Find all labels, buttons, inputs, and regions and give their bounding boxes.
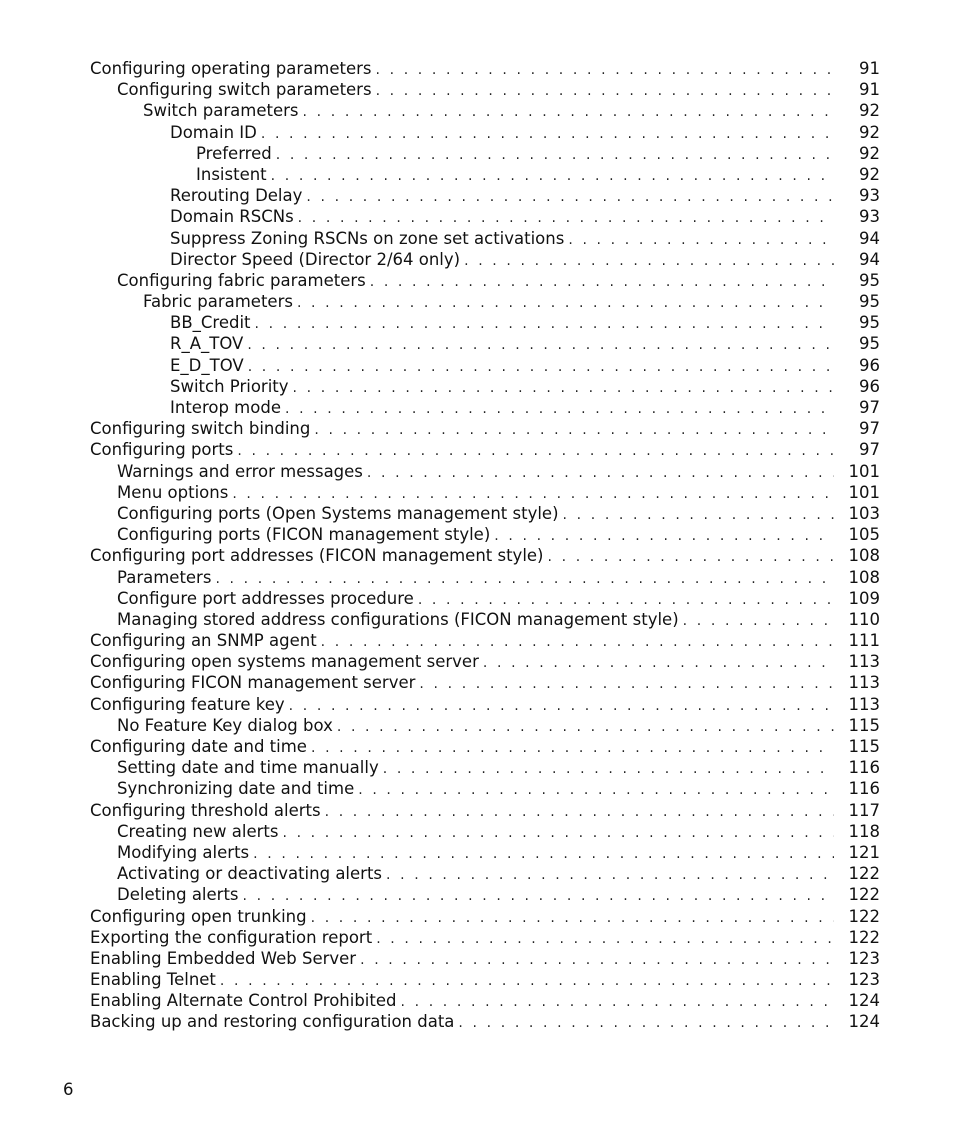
toc-entry-title: Managing stored address configurations (FICON management style) xyxy=(117,609,683,630)
toc-entry-title: Modifying alerts xyxy=(117,842,253,863)
toc-entry-title: Switch parameters xyxy=(143,100,303,121)
toc-entry[interactable] xyxy=(90,969,880,990)
toc-entry[interactable] xyxy=(90,100,880,121)
toc-entry-title: Enabling Alternate Control Prohibited xyxy=(90,990,401,1011)
dot-leader xyxy=(303,102,834,123)
toc-entry-page: 116 xyxy=(834,757,880,778)
toc-entry[interactable] xyxy=(90,333,880,354)
toc-entry-page: 95 xyxy=(834,270,880,291)
toc-entry[interactable] xyxy=(90,355,880,376)
toc-entry-page: 108 xyxy=(834,567,880,588)
toc-entry[interactable] xyxy=(90,545,880,566)
dot-leader xyxy=(358,780,834,801)
toc-entry-page: 103 xyxy=(834,503,880,524)
toc-entry-title: Enabling Telnet xyxy=(90,969,220,990)
toc-entry-page: 96 xyxy=(834,376,880,397)
toc-entry-page: 111 xyxy=(834,630,880,651)
toc-entry[interactable] xyxy=(90,672,880,693)
toc-entry[interactable] xyxy=(90,418,880,439)
toc-entry-page: 94 xyxy=(834,249,880,270)
toc-entry[interactable] xyxy=(90,588,880,609)
dot-leader xyxy=(215,569,834,590)
page-number: 6 xyxy=(63,1080,74,1099)
toc-entry-title: Warnings and error messages xyxy=(117,461,367,482)
dot-leader xyxy=(568,230,834,251)
toc-entry-title: Configuring operating parameters xyxy=(90,58,376,79)
dot-leader xyxy=(370,272,834,293)
toc-entry-page: 123 xyxy=(834,969,880,990)
toc-entry-title: Configuring FICON management server xyxy=(90,672,419,693)
toc-entry[interactable] xyxy=(90,630,880,651)
toc-entry-title: Configuring feature key xyxy=(90,694,289,715)
dot-leader xyxy=(293,378,834,399)
toc-entry-title: Activating or deactivating alerts xyxy=(117,863,386,884)
toc-entry-page: 92 xyxy=(834,122,880,143)
toc-entry-page: 97 xyxy=(834,418,880,439)
dot-leader xyxy=(321,632,834,653)
toc-entry-page: 124 xyxy=(834,1011,880,1032)
toc-entry[interactable] xyxy=(90,948,880,969)
toc-entry-page: 108 xyxy=(834,545,880,566)
toc-entry[interactable] xyxy=(90,524,880,545)
toc-entry[interactable] xyxy=(90,461,880,482)
toc-entry[interactable] xyxy=(90,164,880,185)
dot-leader xyxy=(298,208,834,229)
dot-leader xyxy=(464,251,834,272)
dot-leader xyxy=(255,314,834,335)
toc-entry-page: 121 xyxy=(834,842,880,863)
dot-leader xyxy=(282,823,834,844)
toc-entry-title: Configuring fabric parameters xyxy=(117,270,370,291)
table-of-contents xyxy=(90,58,880,1033)
toc-entry-page: 101 xyxy=(834,482,880,503)
toc-entry-title: Domain ID xyxy=(170,122,261,143)
toc-entry[interactable] xyxy=(90,927,880,948)
toc-entry-page: 124 xyxy=(834,990,880,1011)
toc-entry[interactable] xyxy=(90,609,880,630)
toc-entry[interactable] xyxy=(90,58,880,79)
toc-entry-title: Configuring open trunking xyxy=(90,906,311,927)
toc-entry-title: Rerouting Delay xyxy=(170,185,306,206)
toc-entry-page: 109 xyxy=(834,588,880,609)
toc-entry-page: 95 xyxy=(834,312,880,333)
toc-entry-page: 113 xyxy=(834,651,880,672)
toc-entry-title: Exporting the configuration report xyxy=(90,927,376,948)
dot-leader xyxy=(248,357,834,378)
dot-leader xyxy=(483,653,834,674)
dot-leader xyxy=(548,547,835,568)
dot-leader xyxy=(386,865,834,886)
toc-entry-title: Enabling Embedded Web Server xyxy=(90,948,360,969)
toc-entry-page: 92 xyxy=(834,100,880,121)
dot-leader xyxy=(325,802,834,823)
toc-entry[interactable] xyxy=(90,79,880,100)
toc-entry[interactable] xyxy=(90,990,880,1011)
dot-leader xyxy=(306,187,834,208)
toc-entry-page: 91 xyxy=(834,79,880,100)
toc-entry[interactable] xyxy=(90,270,880,291)
toc-entry[interactable] xyxy=(90,291,880,312)
toc-entry-page: 92 xyxy=(834,143,880,164)
toc-entry[interactable] xyxy=(90,694,880,715)
dot-leader xyxy=(376,929,834,950)
toc-entry-title: Creating new alerts xyxy=(117,821,282,842)
toc-entry[interactable] xyxy=(90,736,880,757)
dot-leader xyxy=(311,738,834,759)
toc-entry[interactable] xyxy=(90,800,880,821)
dot-leader xyxy=(297,293,834,314)
toc-entry[interactable] xyxy=(90,821,880,842)
toc-entry-page: 118 xyxy=(834,821,880,842)
toc-entry-page: 122 xyxy=(834,884,880,905)
dot-leader xyxy=(360,950,834,971)
toc-entry-title: Fabric parameters xyxy=(143,291,297,312)
dot-leader xyxy=(247,335,834,356)
toc-entry-page: 115 xyxy=(834,715,880,736)
toc-entry[interactable] xyxy=(90,715,880,736)
toc-entry[interactable] xyxy=(90,651,880,672)
toc-entry-page: 105 xyxy=(834,524,880,545)
toc-entry[interactable] xyxy=(90,185,880,206)
toc-entry[interactable] xyxy=(90,842,880,863)
dot-leader xyxy=(376,81,834,102)
toc-entry-title: Switch Priority xyxy=(170,376,293,397)
toc-entry[interactable] xyxy=(90,863,880,884)
dot-leader xyxy=(419,674,834,695)
dot-leader xyxy=(253,844,834,865)
toc-entry[interactable] xyxy=(90,439,880,460)
dot-leader xyxy=(458,1013,834,1034)
toc-entry-page: 115 xyxy=(834,736,880,757)
dot-leader xyxy=(243,886,834,907)
toc-entry[interactable] xyxy=(90,778,880,799)
toc-entry[interactable] xyxy=(90,503,880,524)
toc-entry-page: 91 xyxy=(834,58,880,79)
toc-entry-title: Configuring switch parameters xyxy=(117,79,376,100)
toc-entry[interactable] xyxy=(90,757,880,778)
toc-entry-title: Configuring an SNMP agent xyxy=(90,630,321,651)
toc-entry[interactable] xyxy=(90,249,880,270)
dot-leader xyxy=(683,611,834,632)
toc-entry-page: 95 xyxy=(834,333,880,354)
dot-leader xyxy=(376,60,835,81)
toc-entry-title: Configuring switch binding xyxy=(90,418,314,439)
toc-entry-page: 113 xyxy=(834,672,880,693)
dot-leader xyxy=(289,696,834,717)
toc-entry[interactable] xyxy=(90,1011,880,1032)
toc-entry-title: R_A_TOV xyxy=(170,333,247,354)
toc-entry[interactable] xyxy=(90,482,880,503)
toc-entry-title: Interop mode xyxy=(170,397,285,418)
toc-entry[interactable] xyxy=(90,206,880,227)
toc-entry-title: Deleting alerts xyxy=(117,884,243,905)
toc-entry-title: Configuring port addresses (FICON management style) xyxy=(90,545,548,566)
toc-entry[interactable] xyxy=(90,312,880,333)
toc-entry-title: Suppress Zoning RSCNs on zone set activations xyxy=(170,228,568,249)
dot-leader xyxy=(418,590,834,611)
toc-entry[interactable] xyxy=(90,376,880,397)
toc-entry[interactable] xyxy=(90,567,880,588)
toc-entry-page: 101 xyxy=(834,461,880,482)
toc-entry-title: Configuring date and time xyxy=(90,736,311,757)
toc-entry-page: 94 xyxy=(834,228,880,249)
toc-entry[interactable] xyxy=(90,143,880,164)
toc-entry-page: 116 xyxy=(834,778,880,799)
toc-entry-title: Configuring ports xyxy=(90,439,237,460)
toc-entry-title: Preferred xyxy=(196,143,276,164)
toc-entry-title: E_D_TOV xyxy=(170,355,248,376)
toc-entry-page: 93 xyxy=(834,185,880,206)
dot-leader xyxy=(337,717,834,738)
dot-leader xyxy=(563,505,834,526)
toc-entry-title: Backing up and restoring configuration data xyxy=(90,1011,458,1032)
toc-entry-page: 96 xyxy=(834,355,880,376)
toc-entry-title: Menu options xyxy=(117,482,232,503)
toc-entry-page: 122 xyxy=(834,927,880,948)
dot-leader xyxy=(367,463,834,484)
toc-entry-title: Setting date and time manually xyxy=(117,757,383,778)
toc-entry-title: BB_Credit xyxy=(170,312,255,333)
dot-leader xyxy=(494,526,834,547)
dot-leader xyxy=(314,420,834,441)
toc-entry-page: 93 xyxy=(834,206,880,227)
toc-entry-page: 123 xyxy=(834,948,880,969)
toc-entry-page: 92 xyxy=(834,164,880,185)
dot-leader xyxy=(232,484,834,505)
toc-entry-page: 117 xyxy=(834,800,880,821)
toc-entry-title: Synchronizing date and time xyxy=(117,778,358,799)
toc-entry-title: Configuring open systems management server xyxy=(90,651,483,672)
toc-entry-title: Configuring ports (FICON management style) xyxy=(117,524,494,545)
toc-entry-page: 97 xyxy=(834,439,880,460)
toc-entry-title: Parameters xyxy=(117,567,215,588)
toc-entry-title: Configuring threshold alerts xyxy=(90,800,325,821)
toc-entry-title: No Feature Key dialog box xyxy=(117,715,337,736)
dot-leader xyxy=(276,145,834,166)
dot-leader xyxy=(220,971,834,992)
toc-entry-title: Configure port addresses procedure xyxy=(117,588,418,609)
toc-entry-page: 97 xyxy=(834,397,880,418)
toc-entry-page: 110 xyxy=(834,609,880,630)
dot-leader xyxy=(237,441,834,462)
toc-entry-page: 95 xyxy=(834,291,880,312)
toc-entry-page: 122 xyxy=(834,906,880,927)
toc-entry-title: Director Speed (Director 2/64 only) xyxy=(170,249,464,270)
toc-entry-title: Domain RSCNs xyxy=(170,206,298,227)
toc-entry[interactable] xyxy=(90,122,880,143)
dot-leader xyxy=(271,166,834,187)
toc-entry[interactable] xyxy=(90,397,880,418)
toc-entry[interactable] xyxy=(90,228,880,249)
dot-leader xyxy=(285,399,834,420)
toc-entry[interactable] xyxy=(90,884,880,905)
toc-entry-title: Configuring ports (Open Systems management style) xyxy=(117,503,563,524)
dot-leader xyxy=(311,908,834,929)
dot-leader xyxy=(383,759,834,780)
dot-leader xyxy=(261,124,834,145)
toc-entry[interactable] xyxy=(90,906,880,927)
toc-entry-title: Insistent xyxy=(196,164,271,185)
toc-entry-page: 113 xyxy=(834,694,880,715)
dot-leader xyxy=(401,992,835,1013)
toc-entry-page: 122 xyxy=(834,863,880,884)
